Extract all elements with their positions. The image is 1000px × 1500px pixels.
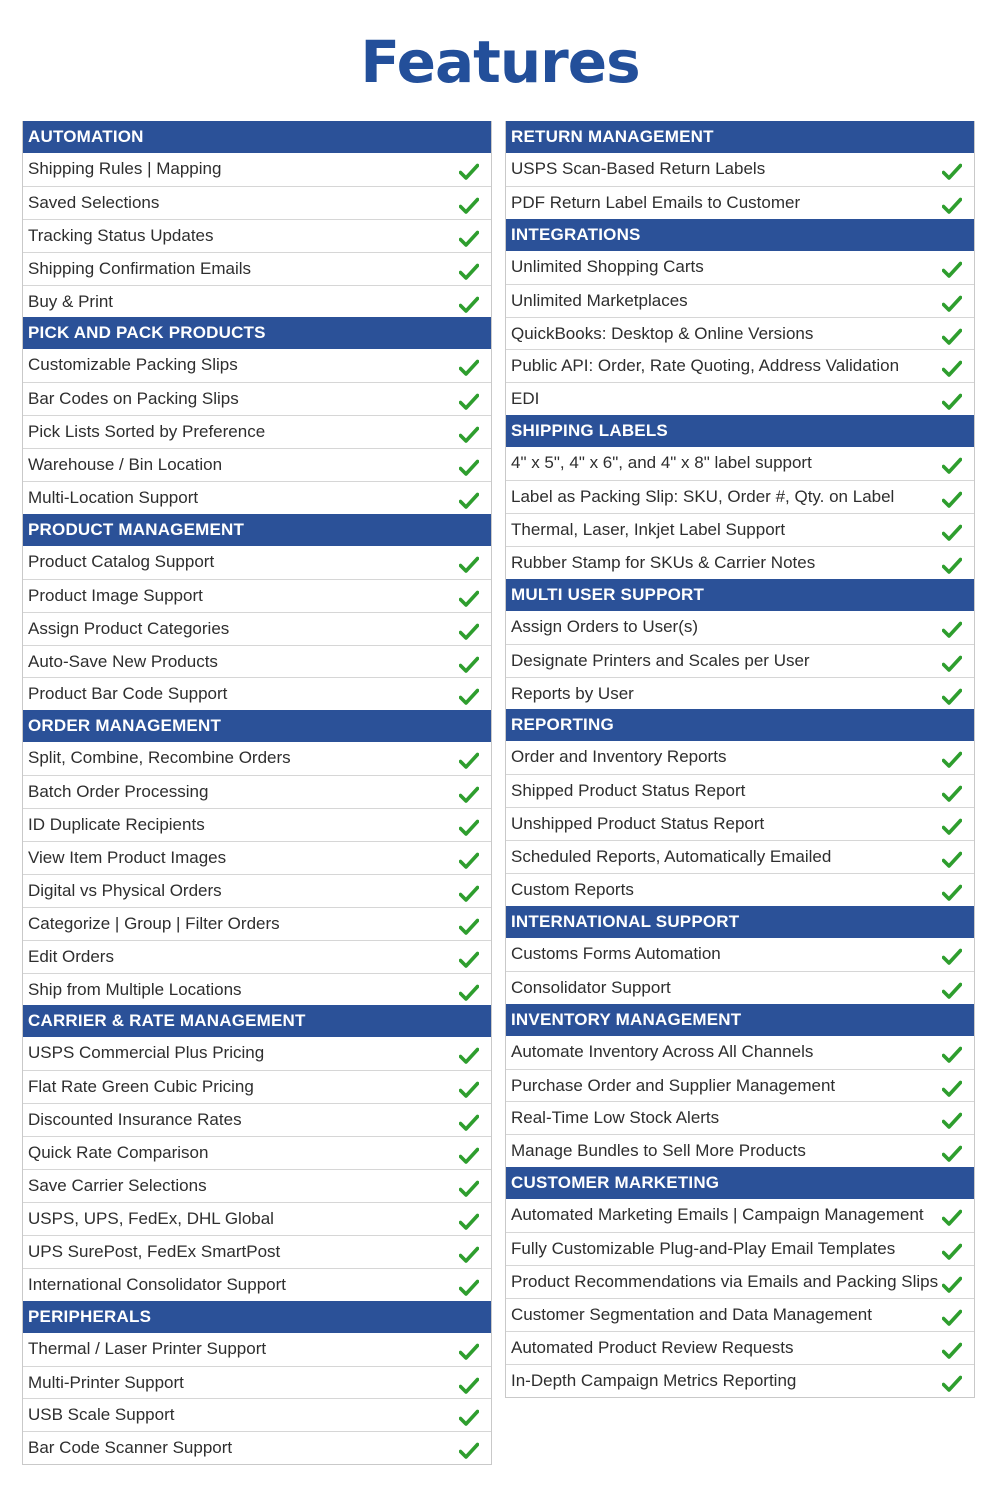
section-header: REPORTING: [506, 709, 974, 741]
feature-row: [23, 1103, 491, 1136]
section-header: CARRIER & RATE MANAGEMENT: [23, 1005, 491, 1037]
features-column-left: [22, 121, 492, 1465]
section-header: INVENTORY MANAGEMENT: [506, 1004, 974, 1036]
feature-label: Edit Orders: [28, 946, 114, 966]
checkmark-icon: [459, 160, 479, 178]
feature-label: Multi-Printer Support: [28, 1372, 184, 1392]
feature-row: [23, 1366, 491, 1399]
feature-row: [506, 447, 974, 480]
checkmark-icon: [942, 1142, 962, 1160]
checkmark-icon: [942, 1273, 962, 1291]
feature-row: [23, 153, 491, 186]
feature-label: USPS Commercial Plus Pricing: [28, 1043, 265, 1063]
feature-label: Consolidator Support: [511, 977, 671, 997]
feature-label: Digital vs Physical Orders: [28, 880, 222, 900]
feature-row: [506, 153, 974, 186]
feature-label: Customer Segmentation and Data Management: [511, 1304, 872, 1324]
checkmark-icon: [942, 325, 962, 343]
checkmark-icon: [459, 1144, 479, 1162]
feature-label: EDI: [511, 389, 540, 409]
checkmark-icon: [459, 293, 479, 311]
feature-label: 4" x 5", 4" x 6", and 4" x 8" label support: [511, 453, 812, 473]
checkmark-icon: [942, 881, 962, 899]
feature-row: [23, 1235, 491, 1268]
feature-label: Categorize | Group | Filter Orders: [28, 913, 280, 933]
checkmark-icon: [459, 260, 479, 278]
feature-label: Tracking Status Updates: [28, 225, 214, 245]
feature-label: Flat Rate Green Cubic Pricing: [28, 1077, 254, 1097]
checkmark-icon: [942, 1077, 962, 1095]
checkmark-icon: [942, 748, 962, 766]
feature-row: [506, 1232, 974, 1265]
feature-row: [23, 775, 491, 808]
checkmark-icon: [459, 1044, 479, 1062]
checkmark-icon: [459, 882, 479, 900]
feature-row: [506, 1364, 974, 1397]
feature-label: Product Catalog Support: [28, 551, 215, 571]
checkmark-icon: [942, 488, 962, 506]
section-header: CUSTOMER MARKETING: [506, 1167, 974, 1199]
feature-label: Quick Rate Comparison: [28, 1143, 209, 1163]
checkmark-icon: [459, 849, 479, 867]
feature-label: Discounted Insurance Rates: [28, 1110, 242, 1130]
feature-row: [23, 612, 491, 645]
feature-row: [506, 677, 974, 710]
feature-label: Customizable Packing Slips: [28, 355, 238, 375]
feature-row: [23, 415, 491, 448]
feature-row: [506, 611, 974, 644]
feature-label: Unlimited Shopping Carts: [511, 256, 704, 276]
checkmark-icon: [942, 815, 962, 833]
section-header: AUTOMATION: [23, 121, 491, 153]
feature-row: [506, 1069, 974, 1102]
checkmark-icon: [942, 782, 962, 800]
checkmark-icon: [942, 1372, 962, 1390]
feature-row: [506, 644, 974, 677]
checkmark-icon: [459, 1276, 479, 1294]
feature-row: [506, 251, 974, 284]
checkmark-icon: [459, 1374, 479, 1392]
checkmark-icon: [459, 1177, 479, 1195]
checkmark-icon: [942, 685, 962, 703]
feature-label: USPS, UPS, FedEx, DHL Global: [28, 1208, 274, 1228]
feature-label: Pick Lists Sorted by Preference: [28, 422, 266, 442]
feature-label: UPS SurePost, FedEx SmartPost: [28, 1241, 281, 1261]
feature-label: Real-Time Low Stock Alerts: [511, 1108, 720, 1128]
feature-label: Assign Product Categories: [28, 618, 230, 638]
feature-row: [23, 186, 491, 219]
feature-label: Public API: Order, Rate Quoting, Address Validation: [511, 356, 900, 376]
checkmark-icon: [459, 356, 479, 374]
feature-row: [506, 513, 974, 546]
checkmark-icon: [459, 1406, 479, 1424]
feature-row: [23, 742, 491, 775]
checkmark-icon: [459, 1340, 479, 1358]
checkmark-icon: [459, 587, 479, 605]
feature-row: [23, 677, 491, 710]
feature-row: [23, 1169, 491, 1202]
feature-label: Reports by User: [511, 683, 634, 703]
feature-row: [23, 841, 491, 874]
feature-label: Purchase Order and Supplier Management: [511, 1075, 836, 1095]
feature-row: [506, 741, 974, 774]
feature-label: Order and Inventory Reports: [511, 747, 727, 767]
feature-row: [23, 1070, 491, 1103]
feature-row: [506, 382, 974, 415]
feature-row: [23, 808, 491, 841]
checkmark-icon: [459, 1210, 479, 1228]
section-header: INTERNATIONAL SUPPORT: [506, 906, 974, 938]
checkmark-icon: [942, 194, 962, 212]
checkmark-icon: [459, 1243, 479, 1261]
feature-row: [506, 873, 974, 906]
feature-label: Scheduled Reports, Automatically Emailed: [511, 847, 832, 867]
feature-row: [506, 938, 974, 971]
feature-row: [23, 349, 491, 382]
checkmark-icon: [459, 489, 479, 507]
feature-row: [23, 285, 491, 318]
checkmark-icon: [942, 258, 962, 276]
feature-row: [506, 840, 974, 873]
feature-row: [23, 252, 491, 285]
feature-row: [506, 317, 974, 350]
checkmark-icon: [459, 915, 479, 933]
feature-label: Split, Combine, Recombine Orders: [28, 748, 291, 768]
feature-label: Designate Printers and Scales per User: [511, 650, 810, 670]
feature-row: [23, 645, 491, 678]
feature-label: PDF Return Label Emails to Customer: [511, 192, 801, 212]
checkmark-icon: [942, 1240, 962, 1258]
feature-row: [506, 546, 974, 579]
feature-label: Shipping Rules | Mapping: [28, 159, 222, 178]
checkmark-icon: [942, 292, 962, 310]
feature-label: Shipped Product Status Report: [511, 781, 746, 801]
feature-row: [23, 1398, 491, 1431]
feature-row: [506, 1331, 974, 1364]
checkmark-icon: [459, 653, 479, 671]
feature-row: [506, 1265, 974, 1298]
feature-label: Batch Order Processing: [28, 782, 209, 802]
checkmark-icon: [942, 554, 962, 572]
feature-row: [23, 1431, 491, 1464]
feature-row: [23, 382, 491, 415]
checkmark-icon: [459, 553, 479, 571]
checkmark-icon: [942, 160, 962, 178]
checkmark-icon: [942, 1043, 962, 1061]
feature-row: [506, 807, 974, 840]
section-header: ORDER MANAGEMENT: [23, 710, 491, 742]
feature-label: Thermal / Laser Printer Support: [28, 1338, 267, 1358]
feature-row: [506, 774, 974, 807]
feature-row: [23, 1268, 491, 1301]
feature-row: [23, 1037, 491, 1070]
checkmark-icon: [942, 848, 962, 866]
feature-label: Automate Inventory Across All Channels: [511, 1041, 814, 1061]
checkmark-icon: [942, 618, 962, 636]
checkmark-icon: [942, 1206, 962, 1224]
checkmark-icon: [459, 620, 479, 638]
feature-row: [23, 219, 491, 252]
page-title: Features: [360, 28, 640, 96]
feature-label: Product Recommendations via Emails and Packing Slips: [511, 1272, 939, 1292]
feature-row: [23, 907, 491, 940]
feature-row: [506, 186, 974, 219]
feature-row: [506, 1199, 974, 1232]
feature-row: [23, 874, 491, 907]
checkmark-icon: [459, 1078, 479, 1096]
checkmark-icon: [459, 456, 479, 474]
checkmark-icon: [942, 1306, 962, 1324]
feature-label: Product Image Support: [28, 585, 203, 605]
checkmark-icon: [942, 945, 962, 963]
feature-row: [506, 480, 974, 513]
feature-label: Product Bar Code Support: [28, 684, 228, 704]
checkmark-icon: [942, 1109, 962, 1127]
feature-label: Automated Marketing Emails | Campaign Management: [511, 1205, 924, 1225]
feature-label: In-Depth Campaign Metrics Reporting: [511, 1370, 797, 1390]
feature-label: View Item Product Images: [28, 848, 227, 868]
checkmark-icon: [459, 1111, 479, 1129]
feature-label: Automated Product Review Requests: [511, 1337, 794, 1357]
feature-row: [23, 448, 491, 481]
feature-row: [23, 1202, 491, 1235]
checkmark-icon: [459, 948, 479, 966]
feature-label: Custom Reports: [511, 880, 634, 900]
checkmark-icon: [942, 357, 962, 375]
feature-label: Bar Code Scanner Support: [28, 1438, 233, 1458]
feature-label: Bar Codes on Packing Slips: [28, 389, 239, 409]
feature-label: Shipping Confirmation Emails: [28, 258, 251, 278]
feature-label: Rubber Stamp for SKUs & Carrier Notes: [511, 552, 816, 572]
checkmark-icon: [459, 749, 479, 767]
checkmark-icon: [942, 979, 962, 997]
section-header: MULTI USER SUPPORT: [506, 579, 974, 611]
feature-label: Thermal, Laser, Inkjet Label Support: [511, 520, 786, 540]
section-header: PICK AND PACK PRODUCTS: [23, 317, 491, 349]
checkmark-icon: [459, 423, 479, 441]
section-header: PERIPHERALS: [23, 1301, 491, 1333]
feature-label: Unlimited Marketplaces: [511, 290, 688, 310]
checkmark-icon: [459, 816, 479, 834]
checkmark-icon: [942, 521, 962, 539]
section-header: SHIPPING LABELS: [506, 415, 974, 447]
checkmark-icon: [459, 981, 479, 999]
feature-row: [506, 1036, 974, 1069]
feature-row: [23, 481, 491, 514]
feature-row: [506, 971, 974, 1004]
feature-label: Label as Packing Slip: SKU, Order #, Qty. on Label: [511, 487, 895, 507]
feature-row: [506, 349, 974, 382]
feature-label: Save Carrier Selections: [28, 1176, 207, 1196]
section-header: PRODUCT MANAGEMENT: [23, 514, 491, 546]
feature-row: [23, 1136, 491, 1169]
checkmark-icon: [459, 1439, 479, 1457]
feature-label: Ship from Multiple Locations: [28, 979, 242, 999]
checkmark-icon: [459, 194, 479, 212]
feature-row: [506, 1298, 974, 1331]
feature-label: Saved Selections: [28, 192, 160, 212]
feature-label: USB Scale Support: [28, 1405, 175, 1425]
feature-row: [506, 1134, 974, 1167]
feature-label: Fully Customizable Plug-and-Play Email Templates: [511, 1239, 896, 1259]
feature-row: [23, 940, 491, 973]
checkmark-icon: [942, 652, 962, 670]
feature-row: [506, 284, 974, 317]
feature-label: QuickBooks: Desktop & Online Versions: [511, 323, 814, 343]
feature-label: Warehouse / Bin Location: [28, 455, 223, 475]
checkmark-icon: [459, 685, 479, 703]
feature-row: [23, 1333, 491, 1366]
feature-label: USPS Scan-Based Return Labels: [511, 159, 766, 178]
feature-label: ID Duplicate Recipients: [28, 815, 205, 835]
checkmark-icon: [459, 783, 479, 801]
feature-row: [23, 973, 491, 1006]
section-header: INTEGRATIONS: [506, 219, 974, 251]
feature-label: International Consolidator Support: [28, 1274, 286, 1294]
feature-label: Unshipped Product Status Report: [511, 814, 765, 834]
feature-label: Auto-Save New Products: [28, 651, 218, 671]
checkmark-icon: [459, 390, 479, 408]
section-header: RETURN MANAGEMENT: [506, 121, 974, 153]
feature-label: Multi-Location Support: [28, 488, 199, 508]
feature-label: Customs Forms Automation: [511, 943, 721, 963]
checkmark-icon: [942, 1339, 962, 1357]
feature-label: Buy & Print: [28, 291, 114, 311]
feature-label: Manage Bundles to Sell More Products: [511, 1141, 806, 1161]
features-column-right: [505, 121, 975, 1398]
feature-row: [23, 546, 491, 579]
feature-row: [506, 1101, 974, 1134]
checkmark-icon: [942, 454, 962, 472]
feature-row: [23, 579, 491, 612]
checkmark-icon: [942, 390, 962, 408]
feature-label: Assign Orders to User(s): [511, 616, 699, 636]
checkmark-icon: [459, 227, 479, 245]
